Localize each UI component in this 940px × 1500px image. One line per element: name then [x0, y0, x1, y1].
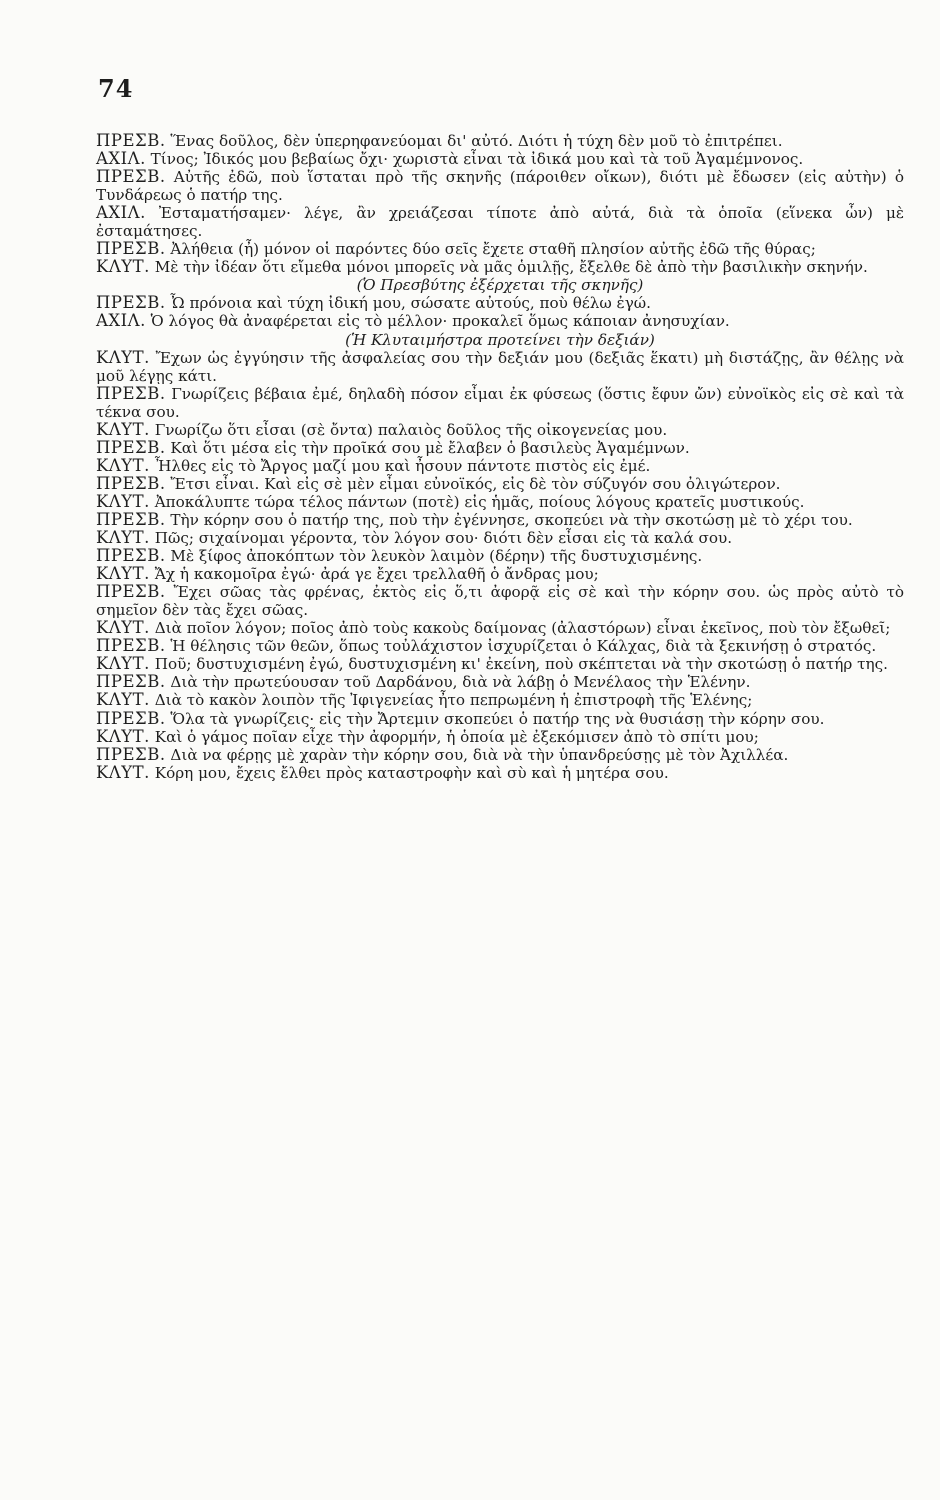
dialogue-line — [96, 439, 904, 457]
dialogue-text — [96, 132, 904, 782]
speech-text: Διὰ ποῖον λόγον; ποῖος ἀπὸ τοὺς κακοὺς δαίμονας (ἀλαστόρων) εἶναι ἐκεῖνος, ποὺ τὸν ἔξωθεῖ; — [154, 619, 891, 638]
speech-text: Ὁ λόγος θὰ ἀναφέρεται εἰς τὸ μέλλον· προκαλεῖ ὅμως κάποιαν ἀνησυχίαν. — [150, 312, 730, 331]
dialogue-line — [96, 258, 904, 276]
dialogue-line — [96, 312, 904, 330]
speaker-label: ΚΛΥΤ. — [96, 564, 150, 584]
dialogue-line — [96, 637, 904, 655]
speech-text: Ἄχ ἡ κακομοῖρα ἐγώ· ἀρά γε ἔχει τρελλαθῆ ὁ ἄνδρας μου; — [154, 565, 599, 584]
speech-text: Διὰ τὸ κακὸν λοιπὸν τῆς Ἰφιγενείας ἦτο πεπρωμένη ἡ ἐπιστροφὴ τῆς Ἑλένης; — [154, 691, 753, 710]
speech-text: Καὶ ὅτι μέσα εἰς τὴν προῖκά σου μὲ ἔλαβεν ὁ βασιλεὺς Ἀγαμέμνων. — [170, 438, 690, 457]
dialogue-line — [96, 691, 904, 709]
speech-text: Γνωρίζω ὅτι εἶσαι (σὲ ὄντα) παλαιὸς δοῦλος τῆς οἰκογενείας μου. — [154, 420, 668, 439]
speaker-label: ΚΛΥΤ. — [96, 257, 150, 277]
dialogue-line — [96, 132, 904, 150]
speaker-label: ΠΡΕΣΒ. — [96, 437, 166, 457]
dialogue-line — [96, 619, 904, 637]
speaker-label: ΠΡΕΣΒ. — [96, 383, 166, 403]
speech-text: Τὴν κόρην σου ὁ πατήρ της, ποὺ τὴν ἐγέννησε, σκοπεύει νὰ τὴν σκοτώσῃ μὲ τὸ χέρι του. — [170, 510, 853, 529]
speaker-label: ΠΡΕΣΒ. — [96, 582, 166, 602]
speaker-label: ΠΡΕΣΒ. — [96, 239, 166, 259]
dialogue-line — [96, 349, 904, 385]
dialogue-line — [96, 475, 904, 493]
speech-text: Καὶ ὁ γάμος ποῖαν εἶχε τὴν ἀφορμήν, ἡ ὁποία μὲ ἐξεκόμισεν ἀπὸ τὸ σπίτι μου; — [154, 727, 759, 746]
dialogue-line — [96, 764, 904, 782]
speech-text: Διὰ να φέρῃς μὲ χαρὰν τὴν κόρην σου, διὰ νὰ τὴν ὑπανδρεύσῃς μὲ τὸν Ἀχιλλέα. — [170, 745, 789, 764]
speaker-label: ΑΧΙΛ. — [96, 149, 146, 169]
speech-text: Αὐτῆς ἐδῶ, ποὺ ἵσταται πρὸ τῆς σκηνῆς (πάροιθεν οἴκων), διότι μὲ ἔδωσεν (εἰς αὐτὴν) ὁ Τυνδάρεως ὁ πατήρ της. — [96, 168, 904, 205]
speech-text: Διὰ τὴν πρωτεύουσαν τοῦ Δαρδάνου, διὰ νὰ λάβῃ ὁ Μενέλαος τὴν Ἑλένην. — [170, 673, 751, 692]
speech-text: Ἦλθες εἰς τὸ Ἄργος μαζί μου καὶ ἦσουν πάντοτε πιστὸς εἰς ἐμέ. — [154, 456, 651, 475]
dialogue-line — [96, 385, 904, 421]
dialogue-line — [96, 493, 904, 511]
speech-text: Μὲ τὴν ἰδέαν ὅτι εἴμεθα μόνοι μπορεῖς νὰ μᾶς ὁμιλῇς, ἔξελθε δὲ ἀπὸ τὴν βασιλικὴν σκηνήν. — [154, 258, 868, 277]
speaker-label: ΠΡΕΣΒ. — [96, 509, 166, 529]
speech-text: Ἕνας δοῦλος, δὲν ὑπερηφανεύομαι δι' αὐτό. Διότι ἡ τύχη δὲν μοῦ τὸ ἐπιτρέπει. — [170, 132, 783, 150]
speech-text: Πῶς; σιχαίνομαι γέροντα, τὸν λόγον σου· διότι δὲν εἶσαι εἰς τὰ καλά σου. — [154, 529, 733, 548]
dialogue-line — [96, 294, 904, 312]
speaker-label: ΠΡΕΣΒ. — [96, 293, 166, 313]
speaker-label: ΠΡΕΣΒ. — [96, 744, 166, 764]
dialogue-line — [96, 746, 904, 764]
speech-text: Ἡ θέλησις τῶν θεῶν, ὅπως τοὐλάχιστον ἰσχυρίζεται ὁ Κάλχας, διὰ τὰ ξεκινήσῃ ὁ στρατός. — [170, 637, 877, 656]
dialogue-line — [96, 511, 904, 529]
speech-text: Ἀποκάλυπτε τώρα τέλος πάντων (ποτὲ) εἰς ἡμᾶς, ποίους λόγους κρατεῖς μυστικούς. — [154, 492, 805, 511]
speech-text: Ἐσταματήσαμεν· λέγε, ἂν χρειάζεσαι τίποτε ἀπὸ αὐτά, διὰ τὰ ὁποῖα (εἵνεκα ὧν) μὲ ἐσταμάτησες. — [96, 204, 904, 241]
speech-text: Ἔχει σῶας τὰς φρένας, ἐκτὸς εἰς ὅ,τι ἀφορᾷ εἰς σὲ καὶ τὴν κόρην σου. ὡς πρὸς αὐτὸ τὸ σημεῖον δὲν τὰς ἔχει σῶας. — [96, 583, 904, 620]
speaker-label: ΠΡΕΣΒ. — [96, 546, 166, 566]
dialogue-line — [96, 457, 904, 475]
dialogue-line — [96, 655, 904, 673]
speaker-label: ΚΛΥΤ. — [96, 419, 150, 439]
speech-text: Ἔχων ὡς ἐγγύησιν τῆς ἀσφαλείας σου τὴν δεξιάν μου (δεξιᾶς ἕκατι) μὴ διστάζῃς, ἂν θέλῃς νὰ μοῦ λέγῃς κάτι. — [96, 348, 904, 385]
dialogue-line — [96, 204, 904, 240]
dialogue-line — [96, 710, 904, 728]
speech-text: Ὅλα τὰ γνωρίζεις· εἰς τὴν Ἄρτεμιν σκοπεύει ὁ πατήρ της νὰ θυσιάσῃ τὴν κόρην σου. — [170, 709, 825, 728]
speaker-label: ΚΛΥΤ. — [96, 726, 150, 746]
speech-text: Ἔτσι εἶναι. Καὶ εἰς σὲ μὲν εἶμαι εὐνοϊκός, εἰς δὲ τὸν σύζυγόν σου ὀλιγώτερον. — [170, 474, 781, 493]
speech-text: Κόρη μου, ἔχεις ἔλθει πρὸς καταστροφὴν καὶ σὺ καὶ ἡ μητέρα σου. — [154, 763, 669, 782]
speaker-label: ΠΡΕΣΒ. — [96, 708, 166, 728]
stage-direction: (Ὁ Πρεσβύτης ἐξέρχεται τῆς σκηνῆς) — [356, 276, 644, 295]
page-number: 74 — [98, 74, 134, 103]
speaker-label: ΚΛΥΤ. — [96, 528, 150, 548]
dialogue-line — [96, 150, 904, 168]
dialogue-line — [96, 168, 904, 204]
speaker-label: ΚΛΥΤ. — [96, 690, 150, 710]
speaker-label: ΠΡΕΣΒ. — [96, 131, 166, 150]
speaker-label: ΑΧΙΛ. — [96, 311, 146, 331]
speaker-label: ΚΛΥΤ. — [96, 618, 150, 638]
speaker-label: ΚΛΥΤ. — [96, 347, 150, 367]
dialogue-line — [96, 728, 904, 746]
speaker-label: ΠΡΕΣΒ. — [96, 473, 166, 493]
speech-text: Ἀλήθεια (ἦ) μόνον οἱ παρόντες δύο σεῖς ἔχετε σταθῆ πλησίον αὐτῆς ἐδῶ τῆς θύρας; — [170, 240, 816, 259]
dialogue-line — [96, 673, 904, 691]
speaker-label: ΚΛΥΤ. — [96, 455, 150, 475]
dialogue-line — [96, 421, 904, 439]
speaker-label: ΚΛΥΤ. — [96, 762, 150, 782]
speaker-label: ΠΡΕΣΒ. — [96, 167, 166, 187]
dialogue-line — [96, 529, 904, 547]
dialogue-line — [96, 240, 904, 258]
dialogue-line — [96, 547, 904, 565]
speaker-label: ΠΡΕΣΒ. — [96, 636, 166, 656]
speech-text: Τίνος; Ἰδικός μου βεβαίως ὄχι· χωριστὰ εἶναι τὰ ἰδικά μου καὶ τὰ τοῦ Ἀγαμέμνονος. — [150, 150, 804, 169]
speaker-label: ΚΛΥΤ. — [96, 491, 150, 511]
speech-text: Ὦ πρόνοια καὶ τύχη ἰδική μου, σώσατε αὐτούς, ποὺ θέλω ἐγώ. — [170, 294, 651, 313]
dialogue-line — [96, 583, 904, 619]
speech-text: Ποῦ; δυστυχισμένη ἐγώ, δυστυχισμένη κι' ἐκείνη, ποὺ σκέπτεται νὰ τὴν σκοτώσῃ ὁ πατήρ της. — [154, 655, 888, 674]
speaker-label: ΚΛΥΤ. — [96, 654, 150, 674]
speaker-label: ΠΡΕΣΒ. — [96, 672, 166, 692]
speaker-label: ΑΧΙΛ. — [96, 203, 146, 223]
dialogue-line — [96, 565, 904, 583]
speech-text: Μὲ ξίφος ἀποκόπτων τὸν λευκὸν λαιμὸν (δέρην) τῆς δυστυχισμένης. — [170, 547, 703, 566]
speech-text: Γνωρίζεις βέβαια ἐμέ, δηλαδὴ πόσον εἶμαι ἐκ φύσεως (ὅστις ἔφυν ὤν) εὐνοϊκὸς εἰς σὲ καὶ τὰ τέκνα σου. — [96, 384, 905, 421]
stage-direction: (Ἡ Κλυταιμήστρα προτείνει τὴν δεξιάν) — [345, 330, 655, 349]
